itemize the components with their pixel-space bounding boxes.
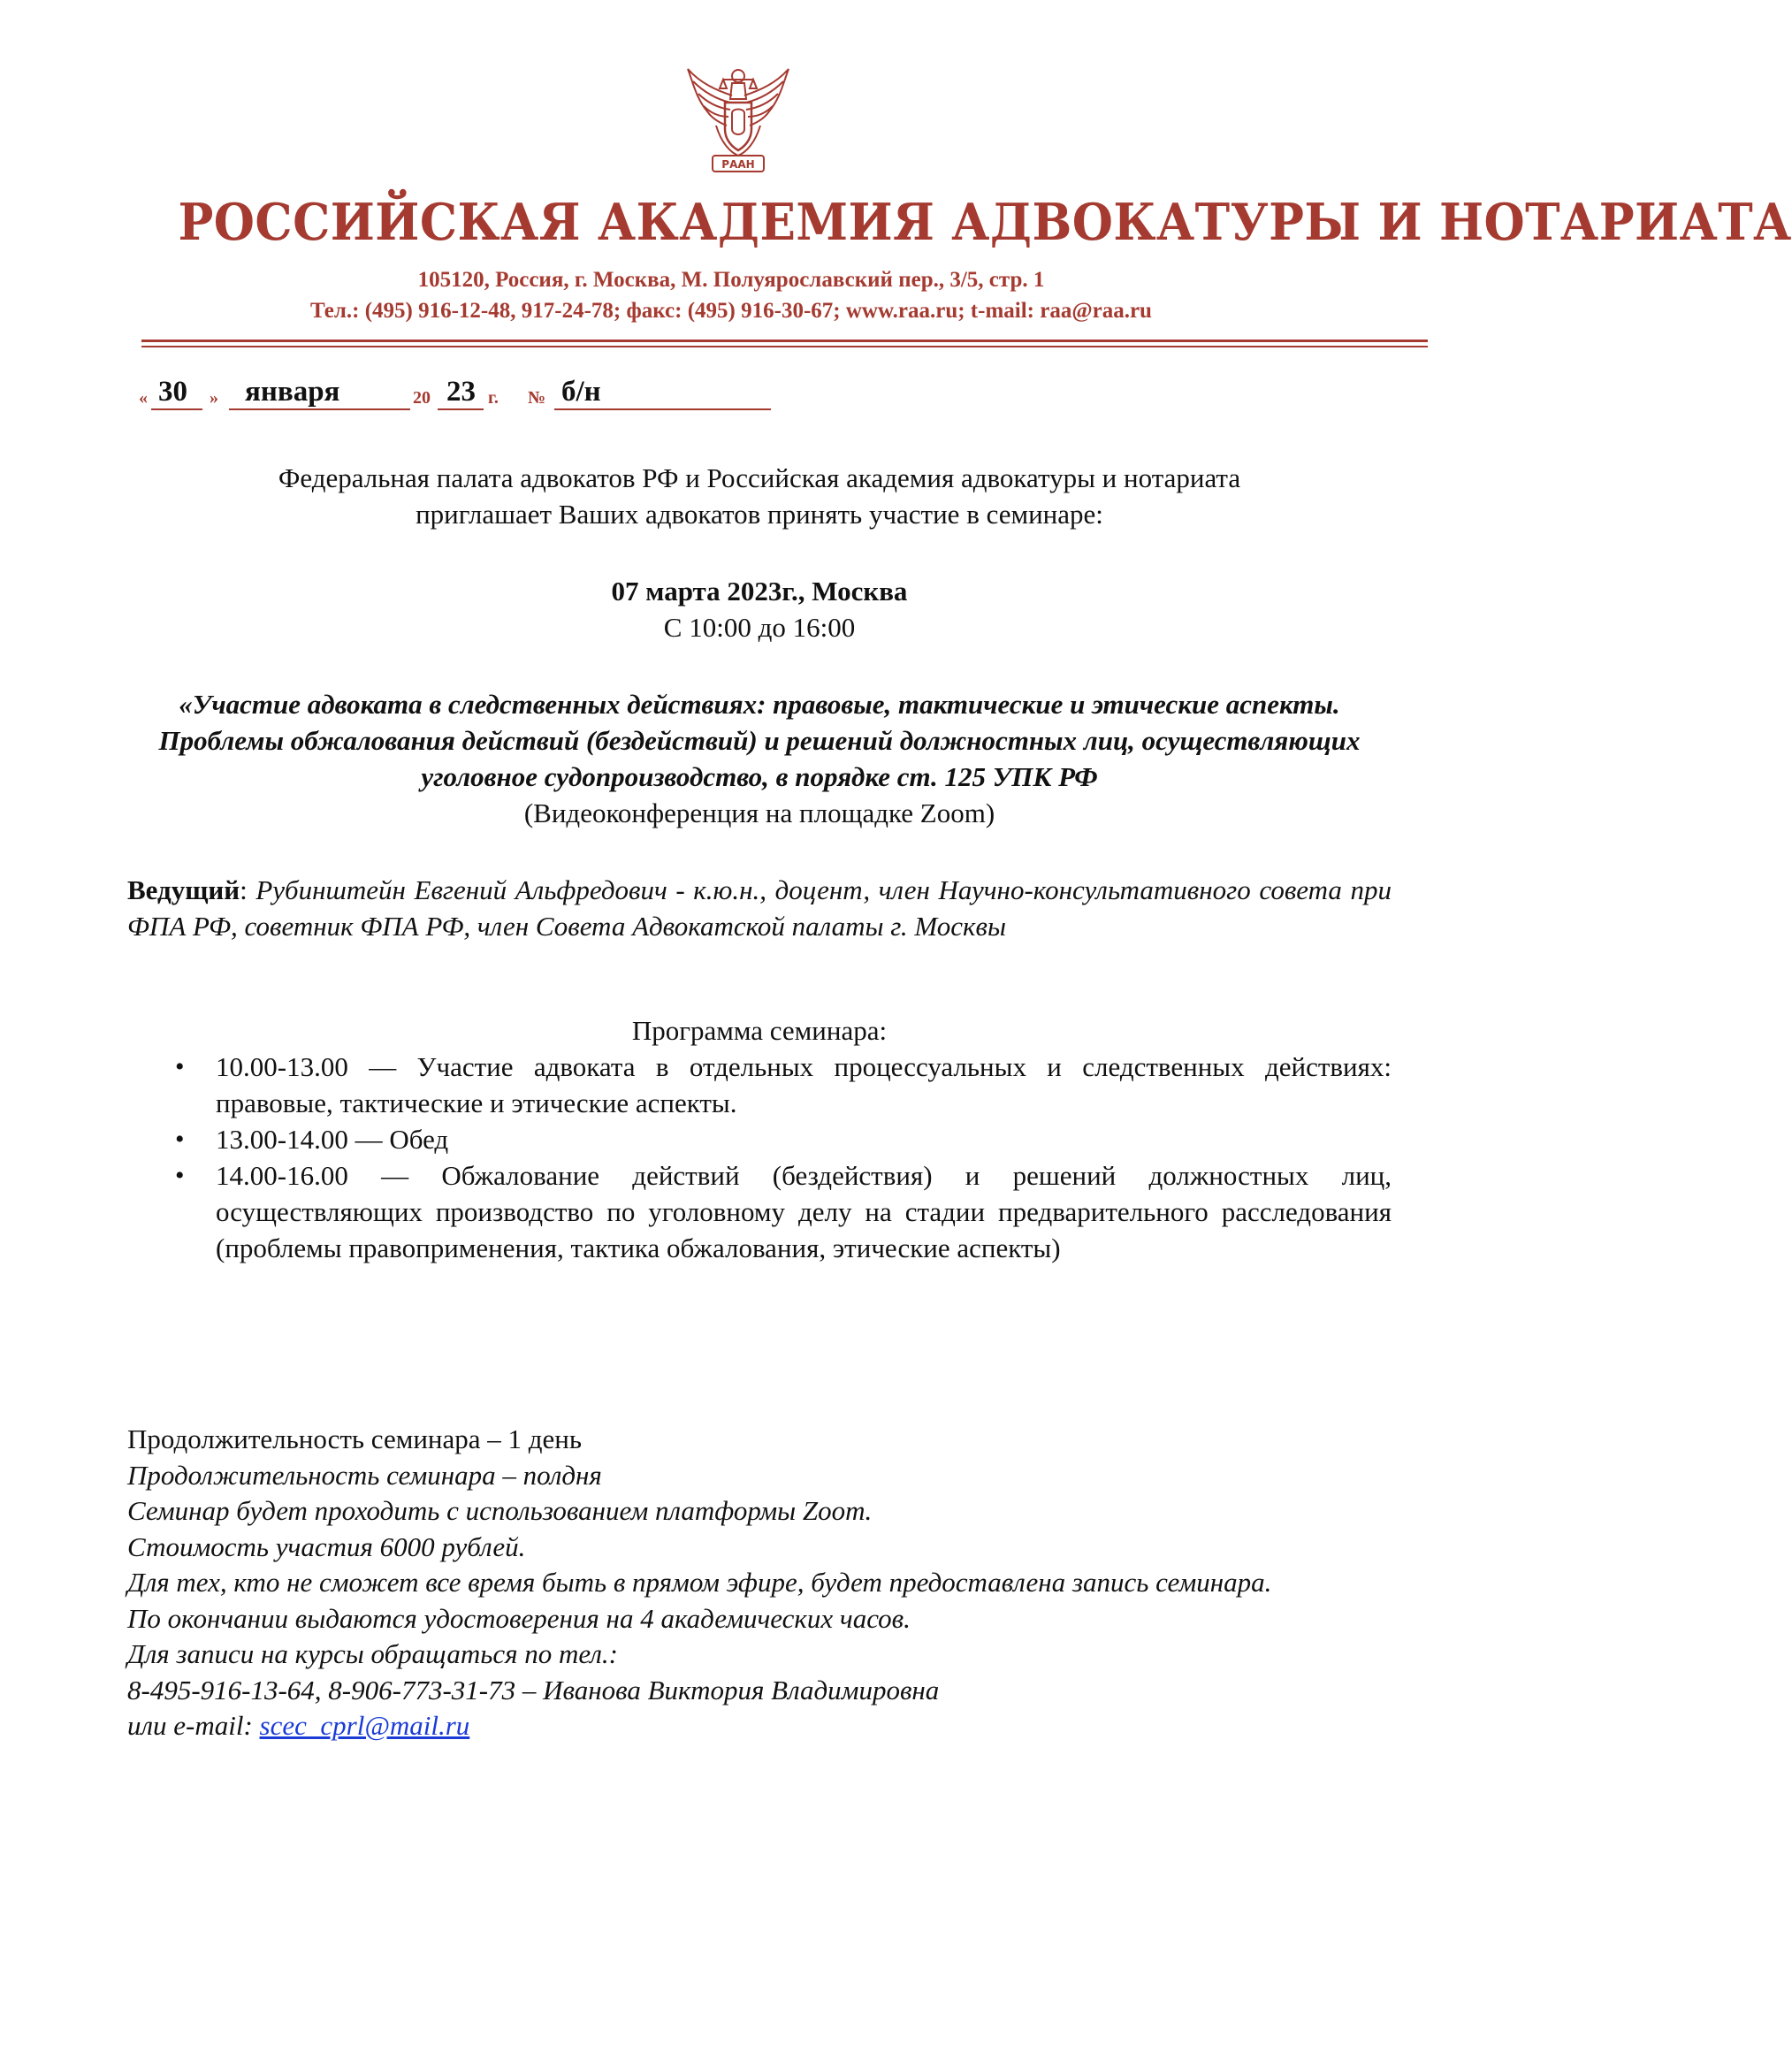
signup-note: Для записи на курсы обращаться по тел.: — [127, 1638, 618, 1669]
bullet-icon: • — [175, 1161, 185, 1190]
program-item-time: 10.00-13.00 — [216, 1051, 348, 1082]
intro-paragraph — [127, 460, 1392, 532]
letterhead-divider-thick — [141, 340, 1428, 342]
program-item-text: — Обед — [355, 1124, 449, 1155]
date-year-suffix: 23 — [446, 376, 476, 408]
organization-name: РОССИЙСКАЯ АКАДЕМИЯ АДВОКАТУРЫ И НОТАРИАТА — [178, 193, 1792, 252]
contact-email-link[interactable]: scec_cprl@mail.ru — [259, 1710, 470, 1741]
contact-phones: 8-495-916-13-64, 8-906-773-31-73 – Иванова Виктория Владимировна — [127, 1674, 940, 1706]
program-item-time: 14.00-16.00 — [216, 1160, 348, 1191]
document-date-number-line — [139, 378, 775, 414]
event-when-where — [127, 573, 1392, 645]
seminar-details — [127, 1422, 1392, 1744]
date-year-underline — [438, 408, 484, 410]
intro-line-2: приглашает Ваших адвокатов принять участие в семинаре: — [416, 499, 1103, 530]
host-label: Ведущий — [127, 874, 240, 905]
program-item — [127, 1157, 1392, 1266]
program-heading: Программа семинара: — [631, 1015, 888, 1046]
event-date-place: 07 марта 2023г., Москва — [611, 576, 908, 607]
program-item — [127, 1049, 1392, 1121]
cost-note: Стоимость участия 6000 рублей. — [127, 1530, 526, 1562]
contact-email-line — [127, 1708, 1392, 1744]
event-time: С 10:00 до 16:00 — [663, 612, 856, 643]
program-item — [127, 1121, 1392, 1157]
organization-address: 105120, Россия, г. Москва, М. Полуярославский пер., 3/5, стр. 1 — [417, 268, 1045, 292]
seminar-block — [127, 686, 1392, 831]
host-description: Рубинштейн Евгений Альфредович - к.ю.н., доцент, член Научно-консультативного совета при ФПА РФ, советник ФПА РФ, член Совета Адвокатской палаты г. Москвы — [127, 874, 1392, 942]
host-paragraph — [127, 872, 1392, 944]
bullet-icon: • — [175, 1125, 185, 1154]
date-day: 30 — [158, 376, 187, 408]
duration-day: Продолжительность семинара – 1 день — [127, 1423, 583, 1454]
bullet-icon: • — [175, 1052, 185, 1081]
organization-contacts: Тел.: (495) 916-12-48, 917-24-78; факс: (495) 916-30-67; www.raa.ru; t-mail: raa@raa.ru — [310, 299, 1152, 323]
program-item-text: — Участие адвоката в отдельных процессуальных и следственных действиях: правовые, тактические и этические аспекты. — [216, 1051, 1392, 1118]
date-close-quote: » — [210, 388, 218, 408]
document-number: б/н — [561, 376, 601, 408]
date-day-underline — [151, 408, 202, 410]
intro-line-1: Федеральная палата адвокатов РФ и Российская академия адвокатуры и нотариата — [278, 462, 1241, 493]
host-label-colon: : — [240, 874, 248, 905]
contact-email-prefix: или e-mail: — [127, 1710, 260, 1741]
date-month: января — [245, 376, 340, 408]
emblem-ribbon-text: РААН — [721, 158, 755, 171]
certificate-note: По окончании выдаются удостоверения на 4 академических часов. — [127, 1602, 911, 1634]
seminar-format: (Видеоконференция на площадке Zoom) — [523, 797, 995, 828]
number-sign: № — [528, 388, 546, 408]
date-year-abbr: г. — [488, 388, 499, 408]
letterhead-divider-thin — [141, 346, 1428, 347]
academy-emblem-icon — [681, 64, 796, 177]
date-open-quote: « — [139, 388, 148, 408]
duration-half: Продолжительность семинара – полдня — [127, 1459, 602, 1491]
document-number-underline — [554, 408, 771, 410]
platform-note: Семинар будет проходить с использованием платформы Zoom. — [127, 1495, 873, 1526]
recording-note: Для тех, кто не сможет все время быть в прямом эфире, будет предоставлена запись семинара. — [127, 1567, 1272, 1598]
date-year-prefix: 20 — [413, 388, 431, 408]
program-item-time: 13.00-14.00 — [216, 1124, 348, 1155]
program-list — [127, 1049, 1392, 1266]
program-item-text: — Обжалование действий (бездействия) и решений должностных лиц, осуществляющих производство по уголовному делу на стадии предварительного расследования (проблемы правоприменения, тактика обжалования, этические аспекты) — [216, 1160, 1392, 1263]
seminar-title: «Участие адвоката в следственных действиях: правовые, тактические и этические аспекты. Проблемы обжалования действий (бездействий) и решений должностных лиц, осуществляющих уголовное судопроизводство, в порядке ст. 125 УПК РФ — [158, 689, 1361, 792]
date-month-underline — [229, 408, 410, 410]
